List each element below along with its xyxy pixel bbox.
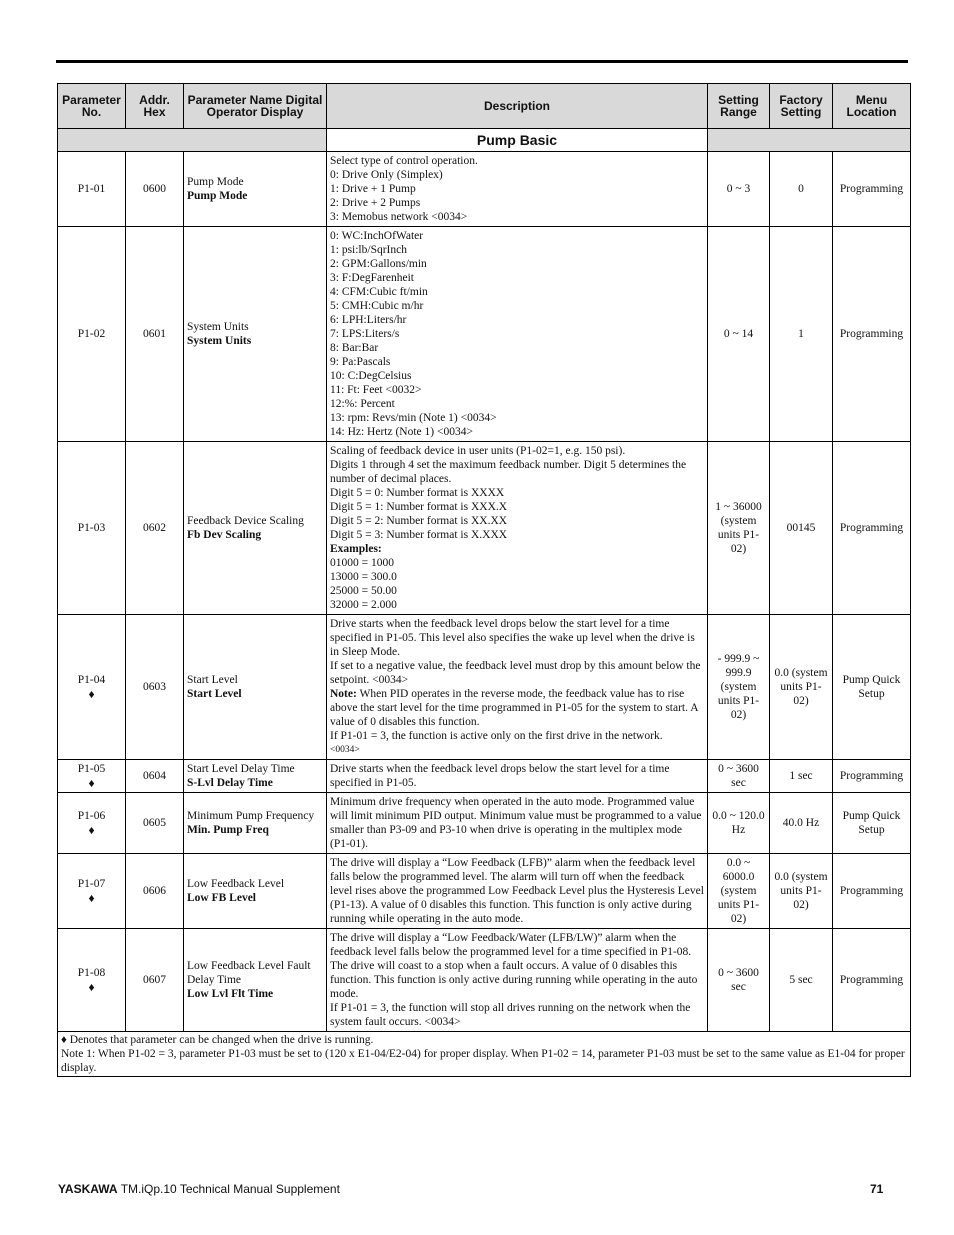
description-line: 2: Drive + 2 Pumps bbox=[330, 197, 421, 209]
param-name: Low Feedback Level bbox=[187, 878, 285, 890]
description-line: 1: Drive + 1 Pump bbox=[330, 183, 416, 195]
menu-location-cell: Programming bbox=[833, 227, 911, 442]
name-cell bbox=[184, 929, 327, 1032]
param-no: P1-04 bbox=[77, 674, 106, 686]
param-name: Start Level bbox=[187, 674, 238, 686]
addr-cell: 0605 bbox=[126, 793, 184, 854]
description-line: 3: Memobus network <0034> bbox=[330, 211, 468, 223]
menu-location-cell: Programming bbox=[833, 152, 911, 227]
param-no-cell bbox=[58, 152, 126, 227]
operator-display: Min. Pump Freq bbox=[187, 824, 269, 836]
setting-range-cell: 0.0 ~ 6000.0 (system units P1-02) bbox=[708, 854, 770, 929]
param-no: P1-08 bbox=[77, 967, 106, 979]
header-range: Setting Range bbox=[708, 84, 770, 129]
table-row bbox=[58, 442, 911, 615]
description-line: Select type of control operation. bbox=[330, 155, 478, 167]
factory-setting-cell: 0 bbox=[770, 152, 833, 227]
factory-setting-cell: 1 bbox=[770, 227, 833, 442]
name-cell bbox=[184, 227, 327, 442]
param-no-cell bbox=[58, 442, 126, 615]
footer-manual-title: TM.iQp.10 Technical Manual Supplement bbox=[120, 1182, 340, 1196]
setting-range-cell: - 999.9 ~ 999.9 (system units P1-02) bbox=[708, 615, 770, 760]
param-no-cell bbox=[58, 760, 126, 793]
description-line: 5: CMH:Cubic m/hr bbox=[330, 300, 424, 312]
menu-location-cell: Pump Quick Setup bbox=[833, 793, 911, 854]
header-description: Description bbox=[327, 84, 708, 129]
description-line: Digit 5 = 2: Number format is XX.XX bbox=[330, 515, 508, 527]
param-no: P1-01 bbox=[77, 183, 106, 195]
table-row bbox=[58, 227, 911, 442]
section-spacer-right bbox=[708, 129, 911, 152]
runtime-changeable-icon: ♦ bbox=[88, 823, 95, 837]
operator-display: Low Lvl Flt Time bbox=[187, 988, 274, 1000]
table-row bbox=[58, 615, 911, 760]
header-factory: Factory Setting bbox=[770, 84, 833, 129]
description-line: 1: psi:lb/SqrInch bbox=[330, 244, 407, 256]
param-no: P1-06 bbox=[77, 810, 106, 822]
description-cell bbox=[327, 793, 708, 854]
description-line: Examples: bbox=[330, 543, 382, 555]
setting-range-cell: 0 ~ 3600 sec bbox=[708, 760, 770, 793]
description-line: Minimum drive frequency when operated in the auto mode. Programmed value will limit minimum PID output. Minimum value must be programmed to a value smaller than P3-09 and P3-10 when drive is operating in the multiplex mode (P1-01). bbox=[330, 796, 702, 850]
param-name: Minimum Pump Frequency bbox=[187, 810, 315, 822]
param-no-cell bbox=[58, 929, 126, 1032]
setting-range-cell: 1 ~ 36000 (system units P1-02) bbox=[708, 442, 770, 615]
param-no-cell bbox=[58, 854, 126, 929]
param-no: P1-02 bbox=[77, 328, 106, 340]
menu-location-cell: Programming bbox=[833, 854, 911, 929]
description-line: If P1-01 = 3, the function will stop all drives running on the network when the system fault occurs. <0034> bbox=[330, 1002, 691, 1028]
operator-display: Start Level bbox=[187, 688, 242, 700]
operator-display: Pump Mode bbox=[187, 190, 248, 202]
operator-display: Fb Dev Scaling bbox=[187, 529, 262, 541]
footer-brand: YASKAWA bbox=[58, 1182, 118, 1196]
menu-location-cell: Programming bbox=[833, 929, 911, 1032]
description-line: 7: LPS:Liters/s bbox=[330, 328, 400, 340]
setting-range-cell: 0 ~ 3 bbox=[708, 152, 770, 227]
operator-display: S-Lvl Delay Time bbox=[187, 777, 273, 789]
header-param-no: Parameter No. bbox=[58, 84, 126, 129]
name-cell bbox=[184, 442, 327, 615]
setting-range-cell: 0 ~ 14 bbox=[708, 227, 770, 442]
header-row bbox=[58, 84, 911, 129]
menu-location-cell: Programming bbox=[833, 760, 911, 793]
footer-title bbox=[58, 1182, 340, 1196]
factory-setting-cell: 00145 bbox=[770, 442, 833, 615]
runtime-changeable-icon: ♦ bbox=[88, 980, 95, 994]
param-no: P1-03 bbox=[77, 522, 106, 534]
header-addr: Addr. Hex bbox=[126, 84, 184, 129]
name-cell bbox=[184, 793, 327, 854]
description-line: 01000 = 1000 bbox=[330, 557, 394, 569]
runtime-changeable-icon: ♦ bbox=[88, 687, 95, 701]
description-line: The drive will display a “Low Feedback/Water (LFB/LW)” alarm when the feedback level falls below the programmed level for a time specified in P1-08. The drive will coast to a stop when a fault occurs. A value of 0 disables this function. This function is only active during running while operating in the auto mode. bbox=[330, 932, 698, 1000]
header-name: Parameter Name Digital Operator Display bbox=[184, 84, 327, 129]
description-line: 13000 = 300.0 bbox=[330, 571, 397, 583]
name-cell bbox=[184, 615, 327, 760]
factory-setting-cell: 0.0 (system units P1-02) bbox=[770, 854, 833, 929]
param-no: P1-05 bbox=[77, 763, 106, 775]
top-rule bbox=[56, 60, 908, 63]
description-line: The drive will display a “Low Feedback (LFB)” alarm when the feedback level falls below the programmed level. The alarm will turn off when the feedback level rises above the programmed Low Feedback Level plus the Hysteresis Level (P1-13). A value of 0 disables this function. This function is only active during running while operating in the auto mode. bbox=[330, 857, 704, 925]
description-line: 4: CFM:Cubic ft/min bbox=[330, 286, 428, 298]
description-line: Scaling of feedback device in user units (P1-02=1, e.g. 150 psi). bbox=[330, 445, 626, 457]
description-line: 13: rpm: Revs/min (Note 1) <0034> bbox=[330, 412, 497, 424]
param-name: Feedback Device Scaling bbox=[187, 515, 304, 527]
description-line: 32000 = 2.000 bbox=[330, 599, 397, 611]
addr-cell: 0601 bbox=[126, 227, 184, 442]
description-cell bbox=[327, 442, 708, 615]
description-line: 0: Drive Only (Simplex) bbox=[330, 169, 443, 181]
description-line: 0: WC:InchOfWater bbox=[330, 230, 424, 242]
description-line: 25000 = 50.00 bbox=[330, 585, 397, 597]
description-cell bbox=[327, 152, 708, 227]
description-line: 14: Hz: Hertz (Note 1) <0034> bbox=[330, 426, 473, 438]
factory-setting-cell: 5 sec bbox=[770, 929, 833, 1032]
factory-setting-cell: 40.0 Hz bbox=[770, 793, 833, 854]
menu-location-cell: Programming bbox=[833, 442, 911, 615]
description-line: If P1-01 = 3, the function is active only on the first drive in the network. bbox=[330, 730, 663, 742]
description-cell bbox=[327, 615, 708, 760]
param-name: Low Feedback Level Fault Delay Time bbox=[187, 960, 311, 986]
table-row bbox=[58, 929, 911, 1032]
description-cell bbox=[327, 929, 708, 1032]
description-line: 11: Ft: Feet <0032> bbox=[330, 384, 422, 396]
table-row bbox=[58, 793, 911, 854]
section-row bbox=[58, 129, 911, 152]
param-no-cell bbox=[58, 615, 126, 760]
factory-setting-cell: 0.0 (system units P1-02) bbox=[770, 615, 833, 760]
name-cell bbox=[184, 760, 327, 793]
param-name: Pump Mode bbox=[187, 176, 244, 188]
addr-cell: 0606 bbox=[126, 854, 184, 929]
table-row bbox=[58, 152, 911, 227]
description-line: 2: GPM:Gallons/min bbox=[330, 258, 427, 270]
description-line: Digit 5 = 1: Number format is XXX.X bbox=[330, 501, 508, 513]
table-row bbox=[58, 854, 911, 929]
description-line: Digit 5 = 3: Number format is X.XXX bbox=[330, 529, 508, 541]
description-line: 3: F:DegFarenheit bbox=[330, 272, 414, 284]
page-number: 71 bbox=[870, 1182, 884, 1196]
notes-row bbox=[58, 1032, 911, 1077]
note-1: Note 1: When P1-02 = 3, parameter P1-03 must be set to (120 x E1-04/E2-04) for proper display. When P1-02 = 14, parameter P1-03 must be set to the same value as E1-04 for proper display. bbox=[61, 1048, 905, 1074]
note-diamond: ♦ Denotes that parameter can be changed when the drive is running. bbox=[61, 1034, 374, 1046]
param-name: Start Level Delay Time bbox=[187, 763, 295, 775]
addr-cell: 0600 bbox=[126, 152, 184, 227]
operator-display: System Units bbox=[187, 335, 252, 347]
description-line: 8: Bar:Bar bbox=[330, 342, 379, 354]
runtime-changeable-icon: ♦ bbox=[88, 891, 95, 905]
header-menu: Menu Location bbox=[833, 84, 911, 129]
section-spacer-left bbox=[58, 129, 327, 152]
description-line: Note: When PID operates in the reverse mode, the feedback value has to rise above the start level for the time programmed in P1-05 for the system to start. A value of 0 disables this function. bbox=[330, 688, 698, 728]
addr-cell: 0607 bbox=[126, 929, 184, 1032]
runtime-changeable-icon: ♦ bbox=[88, 776, 95, 790]
description-cell bbox=[327, 227, 708, 442]
addr-cell: 0603 bbox=[126, 615, 184, 760]
addr-cell: 0602 bbox=[126, 442, 184, 615]
description-line: Digits 1 through 4 set the maximum feedback number. Digit 5 determines the number of decimal places. bbox=[330, 459, 687, 485]
addr-cell: 0604 bbox=[126, 760, 184, 793]
menu-location-cell: Pump Quick Setup bbox=[833, 615, 911, 760]
table-row bbox=[58, 760, 911, 793]
description-line: Drive starts when the feedback level drops below the start level for a time specified in P1-05. bbox=[330, 763, 670, 789]
factory-setting-cell: 1 sec bbox=[770, 760, 833, 793]
param-no-cell bbox=[58, 793, 126, 854]
parameter-table bbox=[57, 83, 911, 1077]
setting-range-cell: 0 ~ 3600 sec bbox=[708, 929, 770, 1032]
description-line: 6: LPH:Liters/hr bbox=[330, 314, 407, 326]
param-no-cell bbox=[58, 227, 126, 442]
description-cell bbox=[327, 760, 708, 793]
setting-range-cell: 0.0 ~ 120.0 Hz bbox=[708, 793, 770, 854]
description-line: Digit 5 = 0: Number format is XXXX bbox=[330, 487, 505, 499]
section-title: Pump Basic bbox=[327, 129, 708, 152]
name-cell bbox=[184, 152, 327, 227]
description-line: 9: Pa:Pascals bbox=[330, 356, 391, 368]
description-line: 12:%: Percent bbox=[330, 398, 395, 410]
description-line: Drive starts when the feedback level drops below the start level for a time specified in P1-05. This level also specifies the wake up level when the drive is in Sleep Mode. bbox=[330, 618, 695, 658]
description-line: 10: C:DegCelsius bbox=[330, 370, 412, 382]
param-name: System Units bbox=[187, 321, 249, 333]
param-no: P1-07 bbox=[77, 878, 106, 890]
description-cell bbox=[327, 854, 708, 929]
notes-cell bbox=[58, 1032, 911, 1077]
operator-display: Low FB Level bbox=[187, 892, 256, 904]
description-line: If set to a negative value, the feedback level must drop by this amount below the setpoint. <0034> bbox=[330, 660, 701, 686]
description-line: <0034> bbox=[330, 745, 360, 755]
name-cell bbox=[184, 854, 327, 929]
